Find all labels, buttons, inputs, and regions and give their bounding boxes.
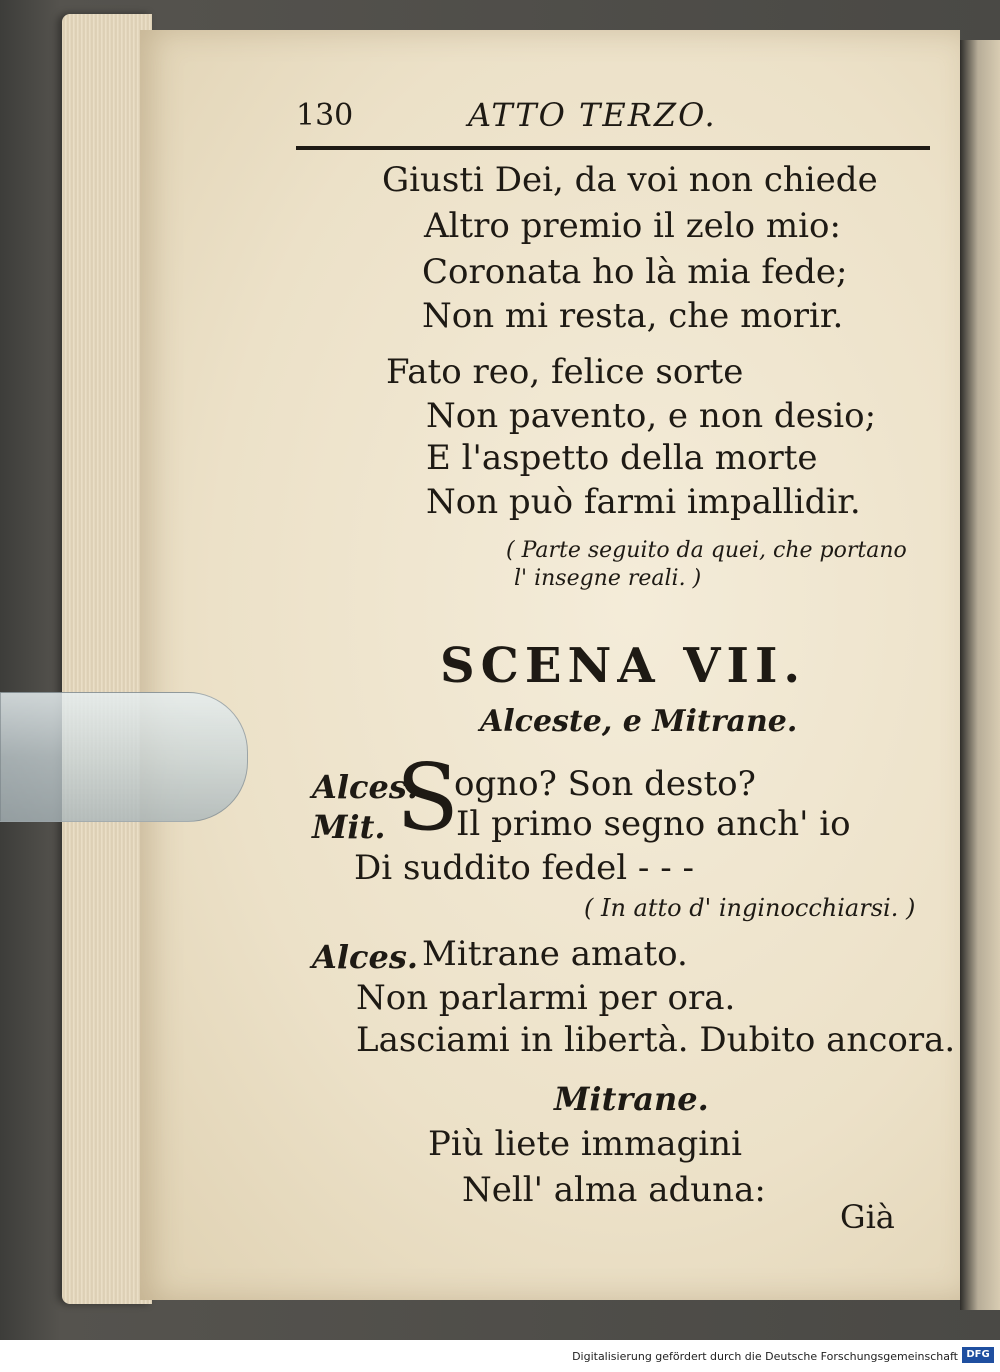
facing-page-edge (960, 40, 1000, 1310)
dialogue-line: Lasciami in libertà. Dubito ancora. (356, 1020, 956, 1060)
catchword: Già (840, 1198, 895, 1236)
verse-line: Non pavento, e non desio; (426, 396, 877, 436)
footer-credit: Digitalisierung gefördert durch die Deutsche Forschungsgemeinschaft (572, 1350, 958, 1363)
dialogue-line: Mitrane amato. (422, 934, 688, 974)
verse-line: Fato reo, felice sorte (386, 352, 744, 392)
running-head: ATTO TERZO. (468, 96, 717, 134)
scene-title: SCENA VII. (440, 638, 807, 694)
glass-page-holder (0, 692, 248, 822)
verse-line: Coronata ho là mia fede; (422, 252, 848, 292)
page-number: 130 (296, 98, 354, 133)
drop-cap: S (396, 744, 460, 851)
verse-line: Altro premio il zelo mio: (424, 206, 841, 246)
speaker-label: Mit. (312, 808, 386, 846)
header-rule (296, 146, 930, 150)
aria-speaker: Mitrane. (554, 1080, 709, 1118)
speaker-label: Alces. (312, 938, 418, 976)
verse-line: Non mi resta, che morir. (422, 296, 844, 336)
dialogue-line: Il primo segno anch' io (456, 804, 851, 844)
dialogue-line: Non parlarmi per ora. (356, 978, 736, 1018)
aria-line: Nell' alma aduna: (462, 1170, 766, 1210)
dialogue-line: ogno? Son desto? (454, 764, 756, 804)
verse-line: Non può farmi impallidir. (426, 482, 861, 522)
dfg-logo: DFG (962, 1347, 994, 1363)
speaker-label: Alces. (312, 768, 418, 806)
stage-direction: l' insegne reali. ) (514, 566, 702, 591)
stage-direction: ( Parte seguito da quei, che portano (506, 538, 907, 563)
aria-line: Più liete immagini (428, 1124, 742, 1164)
book-page-edges (62, 14, 152, 1304)
verse-line: Giusti Dei, da voi non chiede (382, 160, 878, 200)
verse-line: E l'aspetto della morte (426, 438, 818, 478)
stage-direction: ( In atto d' inginocchiarsi. ) (584, 894, 916, 922)
dialogue-line: Di suddito fedel - - - (354, 848, 694, 888)
scene-characters: Alceste, e Mitrane. (480, 704, 798, 739)
